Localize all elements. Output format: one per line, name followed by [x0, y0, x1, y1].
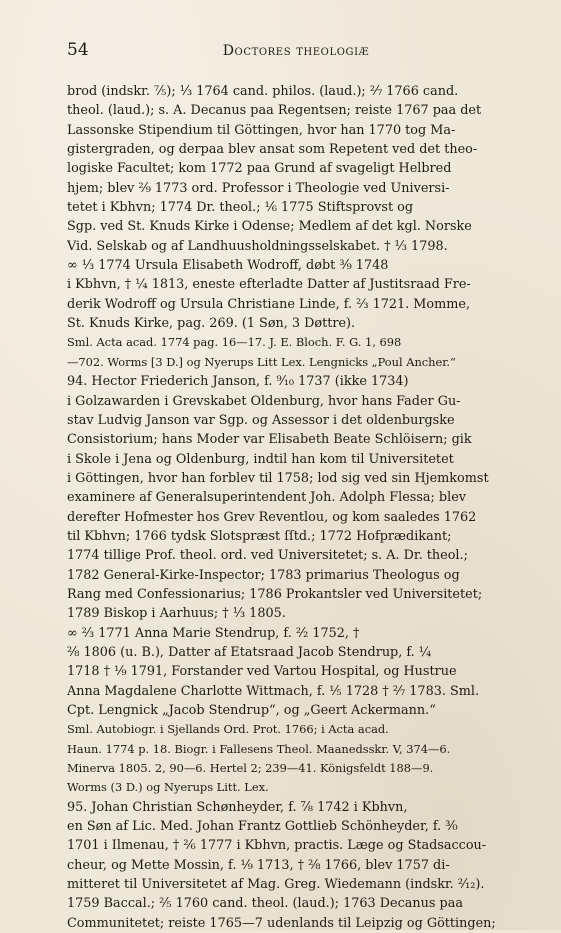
text-line: i Kbhvn, † ¼ 1813, eneste efterladte Datter af Justitsraad Fre- [67, 277, 471, 293]
text-line: St. Knuds Kirke, pag. 269. (1 Søn, 3 Døttre). [67, 316, 356, 332]
text-line: tetet i Kbhvn; 1774 Dr. theol.; ¹⁄₆ 1775 Stiftsprovst og [67, 200, 414, 216]
text-line: Consistorium; hans Moder var Elisabeth Beate Schlöisern; gik [67, 432, 472, 448]
text-line: i Golzawarden i Grevskabet Oldenburg, hvor hans Fader Gu- [67, 393, 461, 409]
text-line: til Kbhvn; 1766 tydsk Slotspræst ſſtd.; 1772 Hofprædikant; [67, 528, 452, 544]
text-line: Rang med Confessionarius; 1786 Prokantsler ved Universitetet; [67, 586, 483, 602]
text-line: Cpt. Lengnick „Jacob Stendrup“, og „Geert Ackermann.“ [67, 703, 436, 718]
text-line: examinere af Generalsuperintendent Joh. Adolph Flessa; blev [67, 490, 467, 506]
text-line: 1789 Biskop i Aarhuus; † ⅓ 1805. [67, 606, 286, 622]
text-line: 95. Johan Christian Schønheyder, f. ⅞ 1742 i Kbhvn, [67, 799, 408, 815]
text-line: hjem; blev ²⁄₉ 1773 ord. Professor i Theologie ved Universi- [67, 180, 450, 196]
text-line: derik Wodroff og Ursula Christiane Linde, f. ⅔ 1721. Momme, [67, 296, 471, 312]
text-line: i Göttingen, hvor han forblev til 1758; lod sig ved sin Hjemkomst [67, 470, 489, 486]
text-line: Minerva 1805. 2, 90—6. Hertel 2; 239—41. Königsfeldt 188—9. [67, 761, 434, 776]
text-line: cheur, og Mette Mossin, f. ¹⁄₉ 1713, † ²⁄₈ 1766, blev 1757 di- [67, 857, 450, 873]
text-line: derefter Hofmester hos Grev Reventlou, og kom saaledes 1762 [67, 509, 477, 525]
text-line: stav Ludvig Janson var Sgp. og Assessor i det oldenburgske [67, 412, 455, 428]
text-line: i Skole i Jena og Oldenburg, indtil han kom til Universitetet [67, 451, 454, 467]
text-line: ²⁄₈ 1806 (u. B.), Datter af Etatsraad Jacob Stendrup, f. ¼ [67, 644, 432, 660]
text-line: Communitetet; reiste 1765—7 udenlands til Leipzig og Göttingen; [67, 915, 496, 931]
text-line: 1718 † ¹⁄₉ 1791, Forstander ved Vartou Hospital, og Hustrue [67, 664, 457, 680]
text-line: Sml. Autobiogr. i Sjellands Ord. Prot. 1766; i Acta acad. [67, 722, 389, 737]
text-line: gistergraden, og derpaa blev ansat som Repetent ved det theo- [67, 142, 478, 158]
text-line: Anna Magdalene Charlotte Wittmach, f. ¹⁄₅ 1728 † ²⁄₇ 1783. Sml. [67, 683, 480, 699]
body-text [67, 82, 525, 933]
text-line: —702. Worms [3 D.] og Nyerups Litt Lex. Lengnicks „Poul Ancher.“ [67, 354, 456, 369]
text-line: theol. (laud.); s. A. Decanus paa Regentsen; reiste 1767 paa det [67, 103, 482, 119]
text-line: Worms (3 D.) og Nyerups Litt. Lex. [67, 780, 269, 795]
text-line: 94. Hector Friederich Janson, f. ⁹⁄₁₀ 1737 (ikke 1734) [67, 374, 409, 390]
text-line: logiske Facultet; kom 1772 paa Grund af svageligt Helbred [67, 161, 452, 177]
text-line: brod (indskr. ⁷⁄₅); ⅓ 1764 cand. philos. (laud.); ²⁄₇ 1766 cand. [67, 84, 459, 99]
text-line: mitteret til Universitetet af Mag. Greg. Wiedemann (indskr. ²⁄₁₂). [67, 877, 485, 893]
text-line: ∞ ²⁄₃ 1771 Anna Marie Stendrup, f. ²⁄₂ 1752, † [67, 625, 360, 641]
text-line: 1759 Baccal.; ²⁄₅ 1760 cand. theol. (laud.); 1763 Decanus paa [67, 896, 463, 912]
text-line: 1701 i Ilmenau, † ²⁄₆ 1777 i Kbhvn, practis. Læge og Stadsaccou- [67, 838, 487, 854]
running-head: Doctores theologiæ [222, 43, 370, 59]
text-line: Sgp. ved St. Knuds Kirke i Odense; Medlem af det kgl. Norske [67, 219, 472, 235]
text-line: ∞ ¹⁄₃ 1774 Ursula Elisabeth Wodroff, døbt ³⁄₉ 1748 [67, 258, 389, 274]
text-line: Sml. Acta acad. 1774 pag. 16—17. J. E. Bloch. F. G. 1, 698 [67, 335, 402, 350]
page-header [67, 40, 525, 74]
text-line: 1782 General-Kirke-Inspector; 1783 primarius Theologus og [67, 567, 460, 583]
page-number: 54 [67, 40, 89, 60]
text-line: en Søn af Lic. Med. Johan Frantz Gottlieb Schönheyder, f. ³⁄₀ [67, 819, 458, 835]
text-line: Lassonske Stipendium til Göttingen, hvor han 1770 tog Ma- [67, 122, 456, 138]
text-line: Haun. 1774 p. 18. Biogr. i Fallesens Theol. Maanedsskr. V, 374—6. [67, 741, 451, 756]
text-line: Vid. Selskab og af Landhuusholdningsselskabet. † ⅓ 1798. [67, 238, 448, 254]
text-line: 1774 tillige Prof. theol. ord. ved Universitetet; s. A. Dr. theol.; [67, 548, 468, 564]
